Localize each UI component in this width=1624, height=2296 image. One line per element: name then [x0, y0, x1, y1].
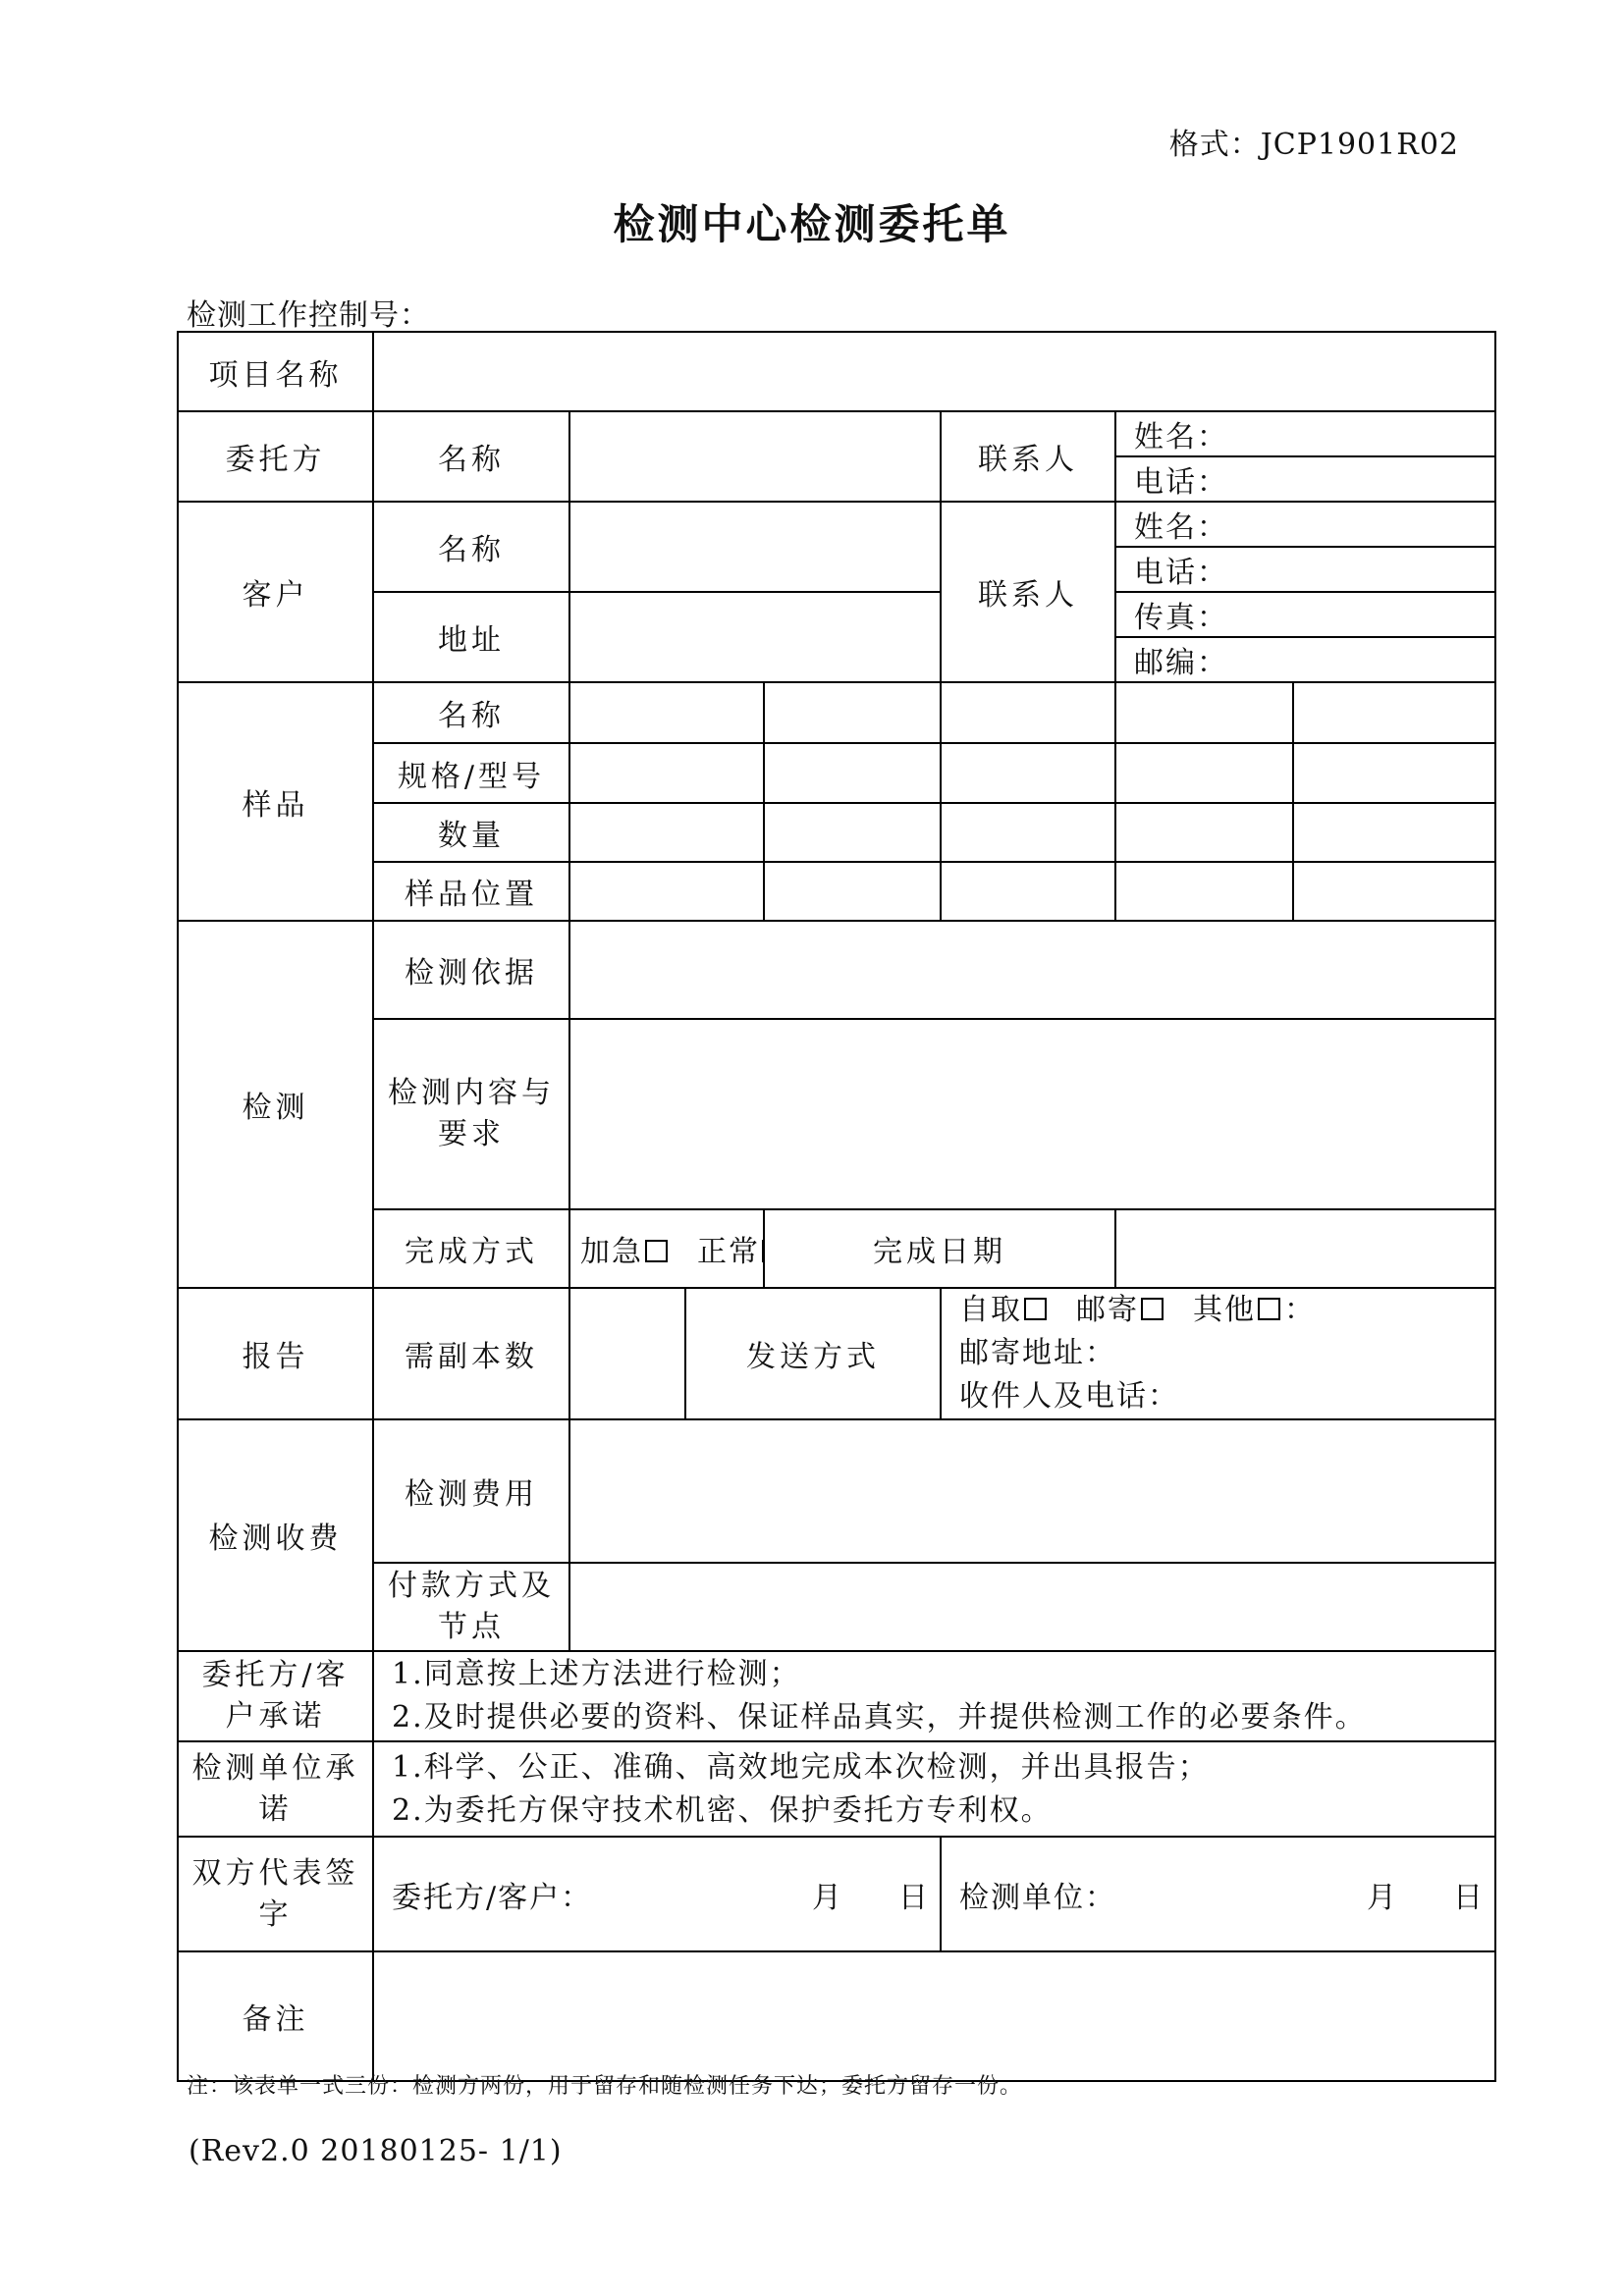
payment-method-field[interactable]	[569, 1563, 1495, 1651]
commission-form-table	[177, 331, 1496, 2082]
completion-date-field[interactable]	[1115, 1209, 1495, 1288]
report-copies-label: 需副本数	[373, 1288, 569, 1419]
unit-commitment-row	[178, 1741, 1495, 1837]
sample-cell[interactable]	[941, 743, 1115, 803]
completion-date-label: 完成日期	[764, 1209, 1115, 1288]
fee-amount-field[interactable]	[569, 1419, 1495, 1563]
client-commitment-item: 2.及时提供必要的资料、保证样品真实，并提供检测工作的必要条件。	[392, 1700, 1367, 1735]
month-label: 月	[812, 1880, 843, 1915]
customer-name-field[interactable]	[569, 502, 941, 592]
fee-amount-label: 检测费用	[373, 1419, 569, 1563]
sample-location-label: 样品位置	[373, 862, 569, 921]
mail-address-field[interactable]: 邮寄地址：	[959, 1336, 1116, 1370]
project-name-label: 项目名称	[178, 332, 373, 411]
sample-cell[interactable]	[569, 743, 764, 803]
report-copies-field[interactable]	[569, 1288, 685, 1419]
client-label: 委托方	[178, 411, 373, 502]
signature-row	[178, 1837, 1495, 1951]
testing-basis-label: 检测依据	[373, 921, 569, 1019]
unit-commitment-text	[373, 1741, 1495, 1837]
urgent-checkbox[interactable]	[645, 1240, 668, 1262]
day-label: 日	[898, 1880, 930, 1915]
sample-row	[178, 682, 1495, 743]
customer-contact-label: 联系人	[941, 502, 1115, 682]
control-number-label: 检测工作控制号：	[187, 298, 430, 333]
customer-contact-phone-field[interactable]: 电话：	[1115, 547, 1495, 592]
fee-row	[178, 1419, 1495, 1563]
revision-label: (Rev2.0 20180125- 1/1)	[189, 2134, 563, 2168]
pickup-checkbox[interactable]	[1024, 1298, 1047, 1320]
remarks-row	[178, 1951, 1495, 2081]
day-label: 日	[1453, 1880, 1486, 1915]
completion-method-label: 完成方式	[373, 1209, 569, 1288]
testing-content-label: 检测内容与要求	[373, 1019, 569, 1209]
testing-basis-field[interactable]	[569, 921, 1495, 1019]
other-checkbox[interactable]	[1258, 1298, 1280, 1320]
testing-row	[178, 921, 1495, 1019]
sample-cell[interactable]	[764, 682, 941, 743]
payment-method-label: 付款方式及节点	[373, 1563, 569, 1651]
client-signature-field[interactable]	[373, 1837, 941, 1951]
customer-row	[178, 502, 1495, 547]
client-commitment-item: 1.同意按上述方法进行检测；	[392, 1657, 801, 1691]
sample-cell[interactable]	[1115, 862, 1293, 921]
testing-content-field[interactable]	[569, 1019, 1495, 1209]
client-commitment-text	[373, 1651, 1495, 1741]
customer-contact-name-field[interactable]: 姓名：	[1115, 502, 1495, 547]
sample-cell[interactable]	[1293, 743, 1495, 803]
report-label: 报告	[178, 1288, 373, 1419]
client-commitment-row	[178, 1651, 1495, 1741]
fee-label: 检测收费	[178, 1419, 373, 1651]
completion-method-options	[569, 1209, 764, 1288]
sample-cell[interactable]	[764, 803, 941, 862]
project-row	[178, 332, 1495, 411]
customer-contact-zip-field[interactable]: 邮编：	[1115, 637, 1495, 682]
sample-cell[interactable]	[941, 862, 1115, 921]
other-option-label: 其他	[1193, 1293, 1256, 1327]
sample-cell[interactable]	[1115, 682, 1293, 743]
client-contact-label: 联系人	[941, 411, 1115, 502]
sample-name-label: 名称	[373, 682, 569, 743]
sample-quantity-label: 数量	[373, 803, 569, 862]
sample-cell[interactable]	[569, 862, 764, 921]
client-contact-phone-field[interactable]: 电话：	[1115, 456, 1495, 502]
sample-cell[interactable]	[1115, 803, 1293, 862]
sample-cell[interactable]	[764, 743, 941, 803]
page-title: 检测中心检测委托单	[613, 200, 1011, 248]
client-commitment-label: 委托方/客户承诺	[178, 1651, 373, 1741]
month-label: 月	[1367, 1880, 1399, 1915]
other-suffix: ：	[1284, 1293, 1316, 1327]
footer-note: 注：该表单一式三份：检测方两份，用于留存和随检测任务下达；委托方留存一份。	[187, 2074, 1023, 2099]
sample-cell[interactable]	[1115, 743, 1293, 803]
sample-label: 样品	[178, 682, 373, 921]
format-code: 格式：JCP1901R02	[1168, 128, 1459, 162]
customer-label: 客户	[178, 502, 373, 682]
mail-checkbox[interactable]	[1141, 1298, 1164, 1320]
sample-cell[interactable]	[1293, 803, 1495, 862]
sample-cell[interactable]	[941, 682, 1115, 743]
unit-commitment-item: 2.为委托方保守技术机密、保护委托方专利权。	[392, 1792, 1053, 1828]
sample-cell[interactable]	[764, 862, 941, 921]
recipient-field[interactable]: 收件人及电话：	[959, 1379, 1179, 1414]
client-row	[178, 411, 1495, 456]
sample-cell[interactable]	[1293, 682, 1495, 743]
testing-label: 检测	[178, 921, 373, 1288]
sample-cell[interactable]	[569, 803, 764, 862]
unit-commitment-item: 1.科学、公正、准确、高效地完成本次检测，并出具报告；	[392, 1749, 1210, 1785]
unit-signature-label: 检测单位：	[959, 1880, 1116, 1915]
sample-cell[interactable]	[941, 803, 1115, 862]
sample-spec-label: 规格/型号	[373, 743, 569, 803]
normal-option-label: 正常	[697, 1235, 760, 1269]
unit-signature-field[interactable]	[941, 1837, 1495, 1951]
client-name-label: 名称	[373, 411, 569, 502]
unit-commitment-label: 检测单位承诺	[178, 1741, 373, 1837]
sample-cell[interactable]	[1293, 862, 1495, 921]
urgent-option-label: 加急	[580, 1235, 643, 1269]
project-name-field[interactable]	[373, 332, 1495, 411]
report-delivery-options	[941, 1288, 1495, 1419]
client-contact-name-field[interactable]: 姓名：	[1115, 411, 1495, 456]
client-signature-label: 委托方/客户：	[392, 1880, 593, 1915]
remarks-label: 备注	[178, 1951, 373, 2081]
customer-contact-fax-field[interactable]: 传真：	[1115, 592, 1495, 637]
pickup-option-label: 自取	[959, 1293, 1022, 1327]
remarks-field[interactable]	[373, 1951, 1495, 2081]
client-name-field[interactable]	[569, 411, 941, 502]
customer-address-field[interactable]	[569, 592, 941, 682]
customer-address-label: 地址	[373, 592, 569, 682]
sample-cell[interactable]	[569, 682, 764, 743]
report-row	[178, 1288, 1495, 1419]
mail-option-label: 邮寄	[1076, 1293, 1139, 1327]
customer-name-label: 名称	[373, 502, 569, 592]
report-delivery-label: 发送方式	[685, 1288, 941, 1419]
signature-label: 双方代表签字	[178, 1837, 373, 1951]
delivery-checkbox-line	[959, 1289, 1485, 1332]
